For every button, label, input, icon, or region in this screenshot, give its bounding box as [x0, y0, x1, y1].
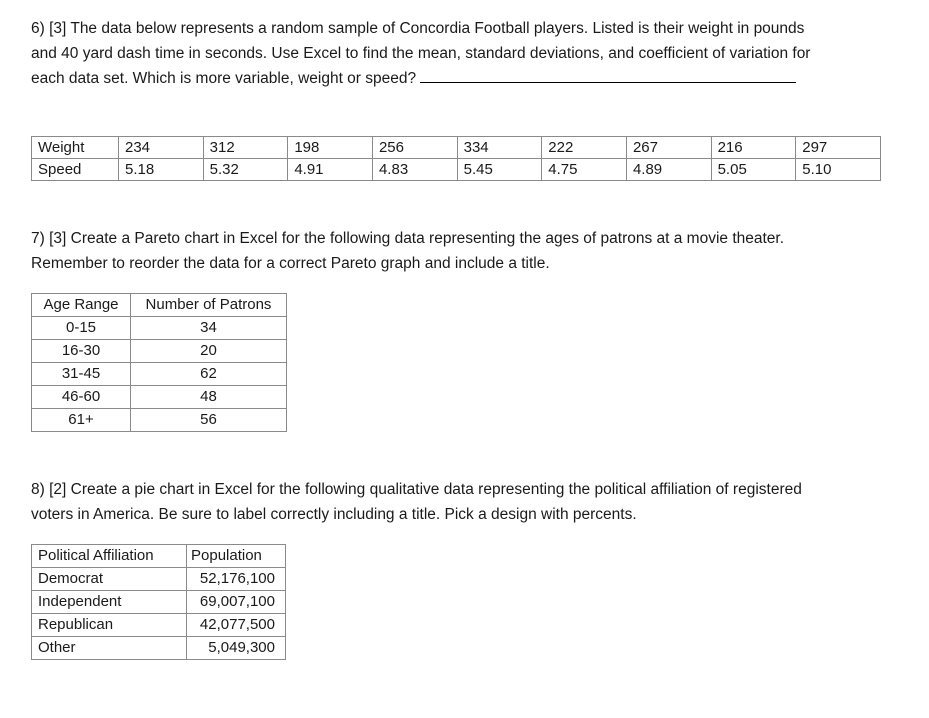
table-cell: 198: [288, 137, 373, 159]
affiliation-cell: Other: [32, 637, 187, 660]
affiliation-cell: Independent: [32, 591, 187, 614]
table-cell: 4.91: [288, 159, 373, 181]
table-cell: 267: [626, 137, 711, 159]
table-cell: 5.10: [796, 159, 881, 181]
table-row-weight: [32, 137, 881, 159]
table-row: [32, 568, 286, 591]
table-row: [32, 614, 286, 637]
table-header-row: [32, 294, 287, 317]
table-header-row: [32, 545, 286, 568]
table-row: [32, 386, 287, 409]
header-population: Population: [187, 545, 286, 568]
q7-line-2: Remember to reorder the data for a correct Pareto graph and include a title.: [31, 255, 550, 272]
table-row: [32, 637, 286, 660]
age-range-cell: 31-45: [32, 363, 131, 386]
patrons-cell: 62: [131, 363, 287, 386]
table-cell: 5.05: [711, 159, 796, 181]
table-row-speed: [32, 159, 881, 181]
table-cell: 334: [457, 137, 542, 159]
affiliation-cell: Republican: [32, 614, 187, 637]
table-cell: 216: [711, 137, 796, 159]
question-6-text: [31, 16, 810, 91]
patrons-cell: 56: [131, 409, 287, 432]
q7-line-1: 7) [3] Create a Pareto chart in Excel for the following data representing the ages of patrons at a movie theater.: [31, 230, 785, 247]
table-cell: 5.32: [203, 159, 288, 181]
q6-line-3: each data set. Which is more variable, weight or speed?: [31, 70, 417, 87]
age-range-cell: 46-60: [32, 386, 131, 409]
age-range-cell: 61+: [32, 409, 131, 432]
football-data-table: [31, 136, 881, 181]
age-range-table: [31, 293, 287, 432]
patrons-cell: 48: [131, 386, 287, 409]
table-cell: 5.18: [119, 159, 204, 181]
population-cell: 42,077,500: [187, 614, 286, 637]
table-cell: 4.83: [372, 159, 457, 181]
table-cell: 5.45: [457, 159, 542, 181]
political-affiliation-table: [31, 544, 286, 660]
q6-line-1: 6) [3] The data below represents a random sample of Concordia Football players. Listed is their weight in pounds: [31, 20, 805, 37]
population-cell: 69,007,100: [187, 591, 286, 614]
affiliation-cell: Democrat: [32, 568, 187, 591]
table-cell: 297: [796, 137, 881, 159]
header-age-range: Age Range: [32, 294, 131, 317]
table-row: [32, 340, 287, 363]
population-cell: 5,049,300: [187, 637, 286, 660]
question-8-text: [31, 477, 802, 527]
row-label-speed: Speed: [32, 159, 119, 181]
table-row: [32, 591, 286, 614]
header-political-affiliation: Political Affiliation: [32, 545, 187, 568]
patrons-cell: 34: [131, 317, 287, 340]
header-number-of-patrons: Number of Patrons: [131, 294, 287, 317]
age-range-cell: 16-30: [32, 340, 131, 363]
table-row: [32, 363, 287, 386]
age-range-cell: 0-15: [32, 317, 131, 340]
q6-line-2: and 40 yard dash time in seconds. Use Excel to find the mean, standard deviations, and coefficient of variation for: [31, 45, 811, 62]
answer-blank[interactable]: [420, 68, 796, 83]
table-cell: 4.75: [542, 159, 627, 181]
patrons-cell: 20: [131, 340, 287, 363]
population-cell: 52,176,100: [187, 568, 286, 591]
table-cell: 4.89: [626, 159, 711, 181]
table-cell: 222: [542, 137, 627, 159]
row-label-weight: Weight: [32, 137, 119, 159]
table-cell: 312: [203, 137, 288, 159]
table-row: [32, 317, 287, 340]
table-cell: 256: [372, 137, 457, 159]
table-row: [32, 409, 287, 432]
q8-line-1: 8) [2] Create a pie chart in Excel for the following qualitative data representing the political affiliation of registered: [31, 481, 802, 498]
table-cell: 234: [119, 137, 204, 159]
question-7-text: [31, 226, 784, 276]
q8-line-2: voters in America. Be sure to label correctly including a title. Pick a design with percents.: [31, 506, 637, 523]
